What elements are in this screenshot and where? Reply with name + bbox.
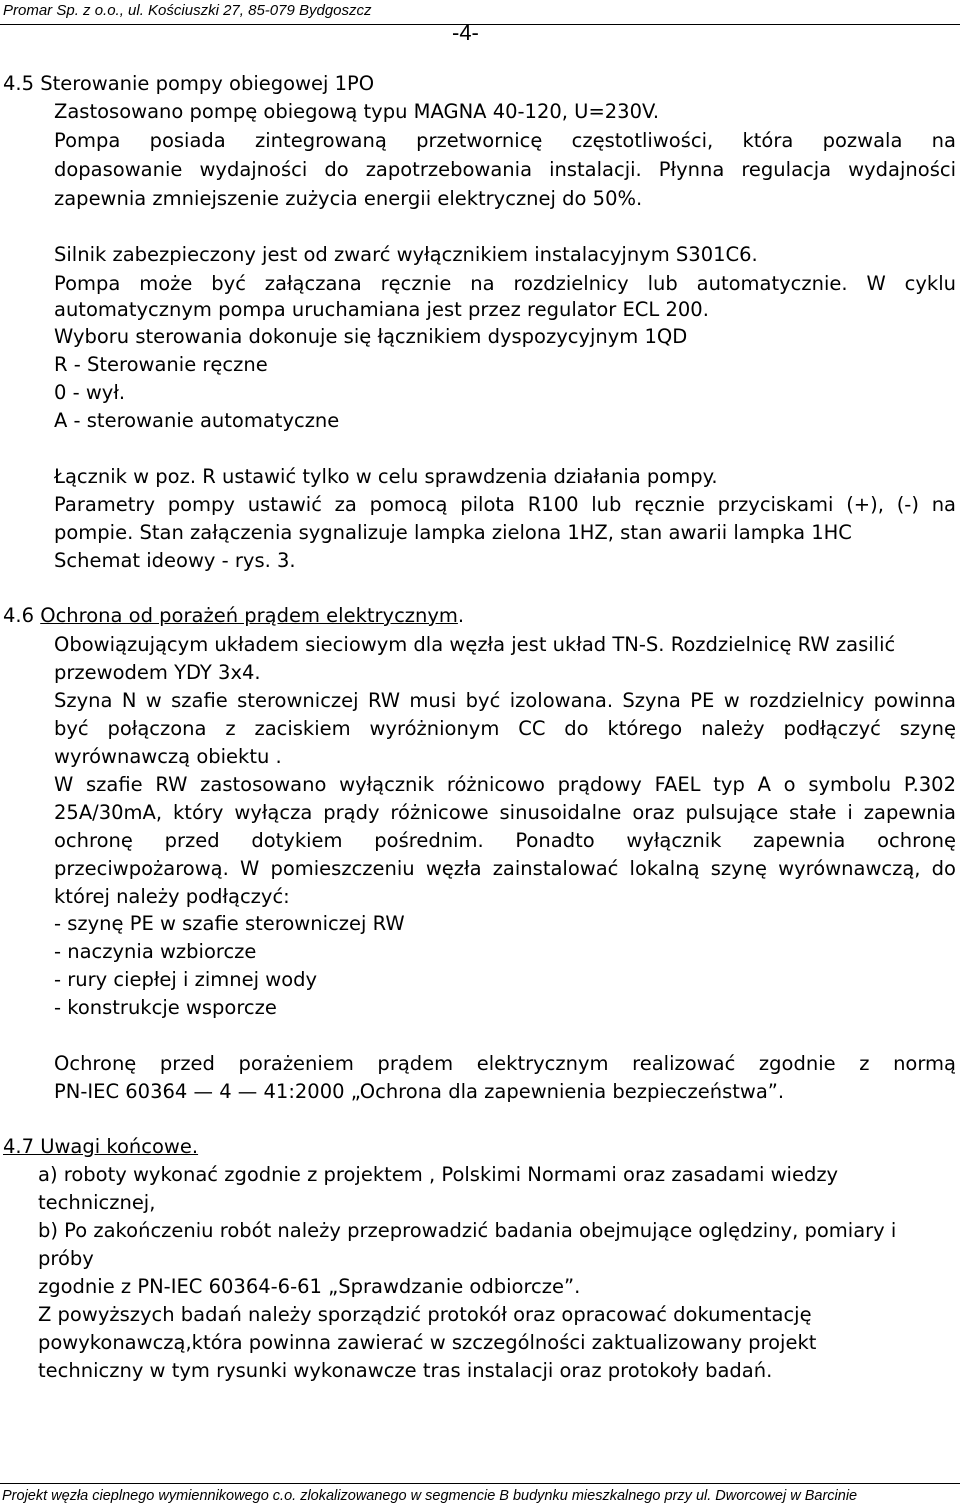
paragraph-line: 0 - wył. bbox=[54, 381, 126, 404]
section-title-text: Ochrona od porażeń prądem elektrycznym bbox=[40, 604, 458, 627]
paragraph-line: Pompa posiada zintegrowaną przetwornicę częstotliwości, która pozwala na bbox=[54, 129, 956, 152]
header-rule bbox=[0, 24, 960, 25]
list-item: - konstrukcje wsporcze bbox=[54, 996, 277, 1019]
paragraph-line: ochronę przed dotykiem pośrednim. Ponadto wyłącznik zapewnia ochronę bbox=[54, 829, 956, 852]
paragraph-line: Silnik zabezpieczony jest od zwarć wyłącznikiem instalacyjnym S301C6. bbox=[54, 243, 758, 266]
paragraph-line: Wyboru sterowania dokonuje się łącznikiem dyspozycyjnym 1QD bbox=[54, 325, 688, 348]
paragraph-line: W szafie RW zastosowano wyłącznik różnicowo prądowy FAEL typ A o symbolu P.302 bbox=[54, 773, 956, 796]
list-item: - szynę PE w szafie sterowniczej RW bbox=[54, 912, 405, 935]
paragraph-line: Zastosowano pompę obiegową typu MAGNA 40-120, U=230V. bbox=[54, 100, 660, 123]
paragraph-line: przewodem YDY 3x4. bbox=[54, 661, 261, 684]
paragraph-line: automatycznym pompa uruchamiana jest przez regulator ECL 200. bbox=[54, 298, 709, 321]
section-title bbox=[3, 604, 464, 628]
paragraph-line: 25A/30mA, który wyłącza prądy różnicowe sinusoidalne oraz pulsujące stałe i zapewnia bbox=[54, 801, 956, 824]
paragraph-line: dopasowanie wydajności do zapotrzebowania instalacji. Płynna regulacja wydajności bbox=[54, 158, 956, 181]
paragraph-line: powykonawczą,która powinna zawierać w szczególności zaktualizowany projekt bbox=[38, 1331, 817, 1354]
list-item: a) roboty wykonać zgodnie z projektem , Polskimi Normami oraz zasadami wiedzy bbox=[38, 1163, 839, 1186]
paragraph-line: być połączona z zaciskiem wyróżnionym CC do którego należy podłączyć szynę bbox=[54, 717, 956, 740]
paragraph-line: R - Sterowanie ręczne bbox=[54, 353, 268, 376]
list-item: technicznej, bbox=[38, 1191, 156, 1214]
section-number: 4.6 bbox=[3, 604, 41, 627]
paragraph-line: wyrównawczą obiektu . bbox=[54, 745, 282, 768]
paragraph-line: Łącznik w poz. R ustawić tylko w celu sprawdzenia działania pompy. bbox=[54, 465, 718, 488]
list-item: b) Po zakończeniu robót należy przeprowadzić badania obejmujące oględziny, pomiary i bbox=[38, 1219, 897, 1242]
paragraph-line: A - sterowanie automatyczne bbox=[54, 409, 340, 432]
section-title-suffix: . bbox=[457, 604, 465, 627]
header-company: Promar Sp. z o.o., ul. Kościuszki 27, 85-079 Bydgoszcz bbox=[3, 2, 372, 19]
paragraph-line: Z powyższych badań należy sporządzić protokół oraz opracować dokumentację bbox=[38, 1303, 812, 1326]
paragraph-line: Parametry pompy ustawić za pomocą pilota R100 lub ręcznie przyciskami (+), (-) na bbox=[54, 493, 956, 516]
paragraph-line: Schemat ideowy - rys. 3. bbox=[54, 549, 296, 572]
paragraph-line: zgodnie z PN-IEC 60364-6-61 „Sprawdzanie odbiorcze”. bbox=[38, 1275, 581, 1298]
paragraph-line: zapewnia zmniejszenie zużycia energii elektrycznej do 50%. bbox=[54, 187, 643, 210]
paragraph-line: przeciwpożarową. W pomieszczeniu węzła zainstalować lokalną szynę wyrównawczą, do bbox=[54, 857, 956, 880]
paragraph-line: Obowiązującym układem sieciowym dla węzła jest układ TN-S. Rozdzielnicę RW zasilić bbox=[54, 633, 896, 656]
page-footer: Projekt węzła cieplnego wymiennikowego c.o. zlokalizowanego w segmencie B budynku mieszkalnego przy ul. Dworcowej w Barcinie bbox=[2, 1488, 858, 1504]
section-title: 4.7 Uwagi końcowe. bbox=[3, 1135, 199, 1158]
paragraph-line: techniczny w tym rysunki wykonawcze tras instalacji oraz protokoły badań. bbox=[38, 1359, 773, 1382]
paragraph-line: pompie. Stan załączenia sygnalizuje lampka zielona 1HZ, stan awarii lampka 1HC bbox=[54, 521, 852, 544]
paragraph-line: Szyna N w szafie sterowniczej RW musi być izolowana. Szyna PE w rozdzielnicy powinna bbox=[54, 689, 956, 712]
paragraph-line: której należy podłączyć: bbox=[54, 885, 290, 908]
list-item: próby bbox=[38, 1247, 94, 1270]
footer-rule bbox=[0, 1483, 960, 1484]
list-item: - rury ciepłej i zimnej wody bbox=[54, 968, 318, 991]
paragraph-line: PN-IEC 60364 — 4 — 41:2000 „Ochrona dla zapewnienia bezpieczeństwa”. bbox=[54, 1080, 785, 1103]
list-item: - naczynia wzbiorcze bbox=[54, 940, 257, 963]
page-number: -4- bbox=[452, 20, 479, 45]
section-title: 4.5 Sterowanie pompy obiegowej 1PO bbox=[3, 72, 375, 95]
paragraph-line: Pompa może być załączana ręcznie na rozdzielnicy lub automatycznie. W cyklu bbox=[54, 272, 956, 295]
paragraph-line: Ochronę przed porażeniem prądem elektrycznym realizować zgodnie z normą bbox=[54, 1052, 956, 1075]
